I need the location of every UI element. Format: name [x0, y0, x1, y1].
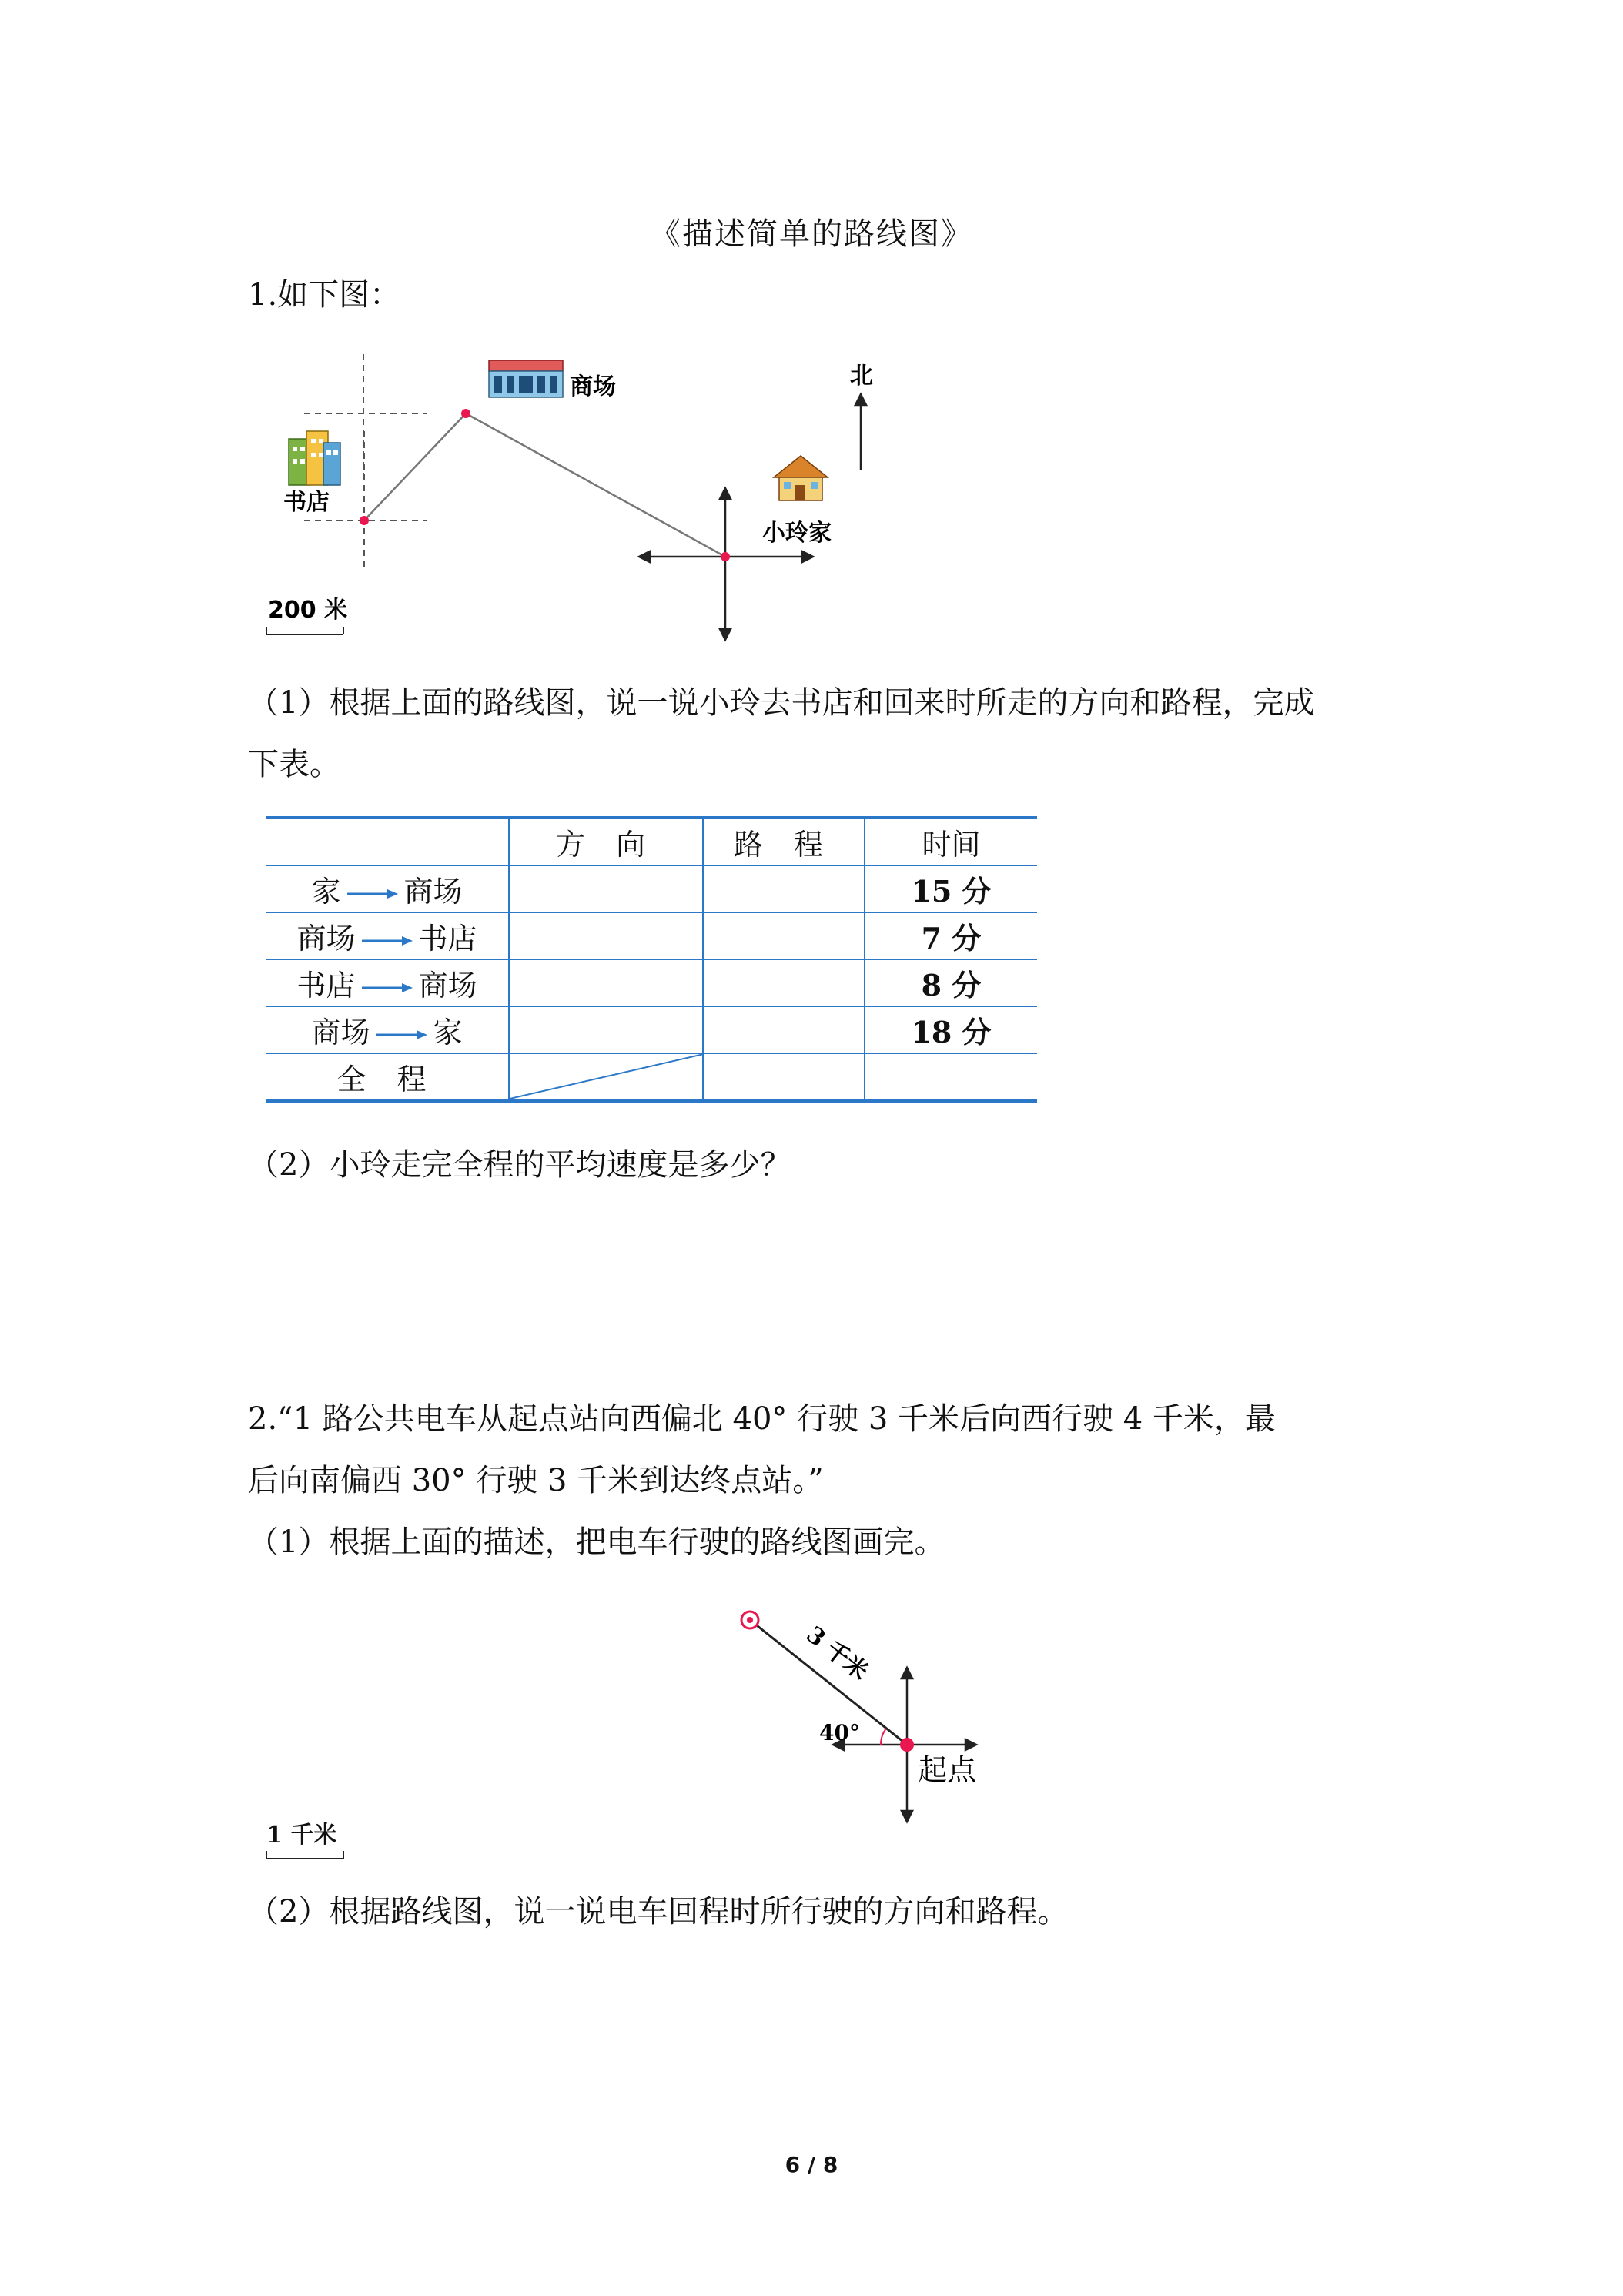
segment-from: 商场 — [296, 921, 356, 956]
segment-to: 商场 — [418, 968, 477, 1002]
time-cell: 8 分 — [865, 959, 1037, 1006]
table-total-row — [266, 1053, 1037, 1101]
home-point — [721, 552, 730, 561]
table-row — [266, 959, 1037, 1006]
north-arrowhead — [902, 1668, 912, 1678]
segment-to: 书店 — [418, 921, 477, 956]
segment-to: 商场 — [403, 874, 463, 909]
mall-label: 商场 — [570, 373, 616, 400]
angle-arc — [881, 1729, 886, 1745]
start-point — [900, 1738, 914, 1752]
distance-answer-cell[interactable] — [703, 865, 865, 912]
start-label: 起点 — [918, 1753, 977, 1787]
q1-part1-line2: 下表。 — [248, 747, 340, 782]
table-header-time: 时间 — [865, 818, 1037, 865]
tram-route-figure — [716, 1602, 1024, 1832]
page-number: 6 / 8 — [785, 2152, 838, 2177]
distance-answer-cell[interactable] — [703, 912, 865, 959]
q2-part2: （2）根据路线图，说一说电车回程时所行驶的方向和路程。 — [248, 1894, 1069, 1930]
distance-answer-cell[interactable] — [703, 1006, 865, 1053]
time-cell: 18 分 — [865, 1006, 1037, 1053]
table-header-row — [266, 818, 1037, 865]
total-label: 全 程 — [266, 1053, 509, 1101]
home-label: 小玲家 — [762, 520, 832, 547]
waypoint-marker-dot — [747, 1617, 753, 1623]
time-cell: 7 分 — [865, 912, 1037, 959]
segment-from: 商场 — [311, 1015, 370, 1049]
q1-part2: （2）小玲走完全程的平均速度是多少？ — [248, 1147, 791, 1183]
route-map — [246, 339, 939, 662]
q2-scale-label: 1 千米 — [266, 1822, 337, 1849]
map-scale-bar — [266, 627, 343, 634]
blue-arrow-icon — [360, 933, 414, 949]
route-table — [266, 816, 1037, 1103]
map-scale-label: 200 米 — [268, 597, 348, 624]
q1-part1-line1: （1）根据上面的路线图，说一说小玲去书店和回来时所走的方向和路程，完成 — [248, 685, 1315, 721]
segment-from: 家 — [311, 874, 341, 909]
south-arrowhead — [902, 1811, 912, 1822]
table-row — [266, 1006, 1037, 1053]
table-header-distance: 路 程 — [703, 818, 865, 865]
south-arrowhead — [720, 629, 731, 640]
bookstore-label: 书店 — [283, 489, 330, 516]
time-cell: 15 分 — [865, 865, 1037, 912]
route-mall-home — [466, 413, 725, 557]
segment-cell — [266, 865, 509, 912]
table-header-direction: 方 向 — [509, 818, 703, 865]
q2-scale-bar — [263, 1848, 348, 1863]
table-row — [266, 912, 1037, 959]
mall-building-icon — [489, 360, 563, 397]
direction-answer-cell[interactable] — [509, 959, 703, 1006]
segment-cell — [266, 1006, 509, 1053]
total-distance-answer-cell[interactable] — [703, 1053, 865, 1101]
segment-from: 书店 — [296, 968, 356, 1002]
direction-answer-cell[interactable] — [509, 1006, 703, 1053]
north-label: 北 — [850, 363, 873, 390]
q2-part1: （1）根据上面的描述，把电车行驶的路线图画完。 — [248, 1525, 945, 1560]
route-bookstore-mall — [364, 413, 466, 520]
distance-answer-cell[interactable] — [703, 959, 865, 1006]
east-arrowhead — [802, 551, 813, 562]
distance-label: 3 千米 — [801, 1621, 873, 1686]
blue-arrow-icon — [360, 980, 414, 996]
segment-cell — [266, 912, 509, 959]
north-arrowhead — [720, 488, 731, 499]
mall-point — [461, 409, 470, 418]
total-direction-cell-crossed — [509, 1053, 703, 1101]
total-time-answer-cell[interactable] — [865, 1053, 1037, 1101]
table-header-blank — [266, 818, 509, 865]
q2-line2: 后向南偏西 30° 行驶 3 千米到达终点站。” — [248, 1463, 824, 1498]
direction-answer-cell[interactable] — [509, 865, 703, 912]
angle-label: 40° — [819, 1720, 860, 1745]
page-title: 《描述简单的路线图》 — [650, 216, 973, 252]
east-arrowhead — [965, 1739, 976, 1750]
house-icon — [774, 456, 828, 500]
diagonal-line — [510, 1054, 704, 1099]
segment-to: 家 — [433, 1015, 463, 1049]
segment-cell — [266, 959, 509, 1006]
table-row — [266, 865, 1037, 912]
blue-arrow-icon — [346, 886, 400, 902]
q2-line1: 2.“1 路公共电车从起点站向西偏北 40° 行驶 3 千米后向西行驶 4 千米，最 — [248, 1401, 1276, 1437]
q1-intro: 1.如下图： — [248, 277, 401, 313]
direction-answer-cell[interactable] — [509, 912, 703, 959]
bookstore-building-icon — [289, 431, 340, 485]
bookstore-point — [360, 516, 369, 525]
blue-arrow-icon — [375, 1027, 429, 1043]
west-arrowhead — [639, 551, 650, 562]
north-indicator-arrowhead — [855, 394, 866, 405]
